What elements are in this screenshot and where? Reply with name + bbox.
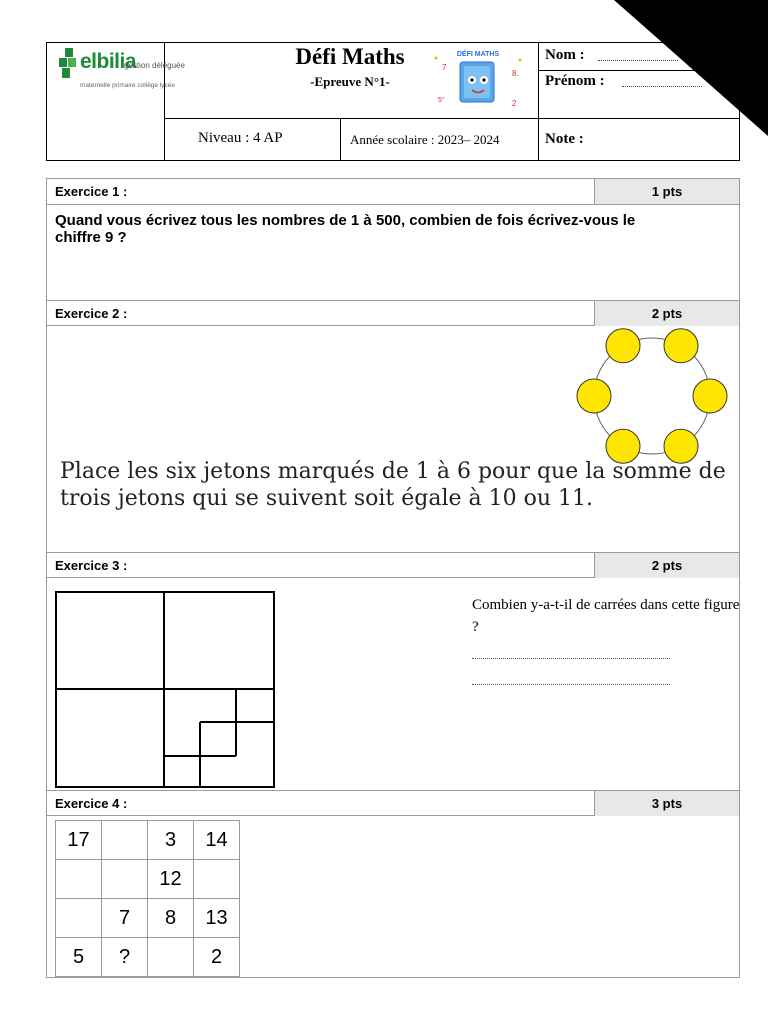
corner-fold	[614, 0, 768, 136]
nom-label: Nom :	[545, 47, 585, 63]
points-badge: 2 pts	[594, 553, 739, 578]
number-grid	[55, 820, 240, 977]
grid-cell	[194, 860, 240, 899]
exercise-1-question: Quand vous écrivez tous les nombres de 1 à 500, combien de fois écrivez-vous le chiffre 9 ?	[55, 212, 636, 246]
svg-text:8.: 8.	[512, 69, 519, 78]
grid-cell	[148, 938, 194, 977]
defi-maths-book-icon	[430, 48, 526, 114]
svg-text:5°: 5°	[438, 97, 445, 104]
grid-row	[56, 899, 240, 938]
token-2	[664, 329, 698, 363]
page-title: Défi Maths	[295, 44, 405, 69]
exercise-label: Exercice 1 :	[55, 184, 128, 199]
prenom-label: Prénom :	[545, 73, 605, 89]
svg-text:7: 7	[442, 63, 447, 72]
grid-cell: 3	[148, 821, 194, 860]
grid-cell	[102, 821, 148, 860]
grid-cell: 7	[102, 899, 148, 938]
points-badge: 1 pts	[594, 179, 739, 204]
header-divider	[164, 42, 165, 161]
grid-row	[56, 938, 240, 977]
token-1	[606, 329, 640, 363]
header-divider	[340, 118, 341, 161]
logo-tagline: gestion déléguée	[124, 61, 185, 70]
token-3	[693, 379, 727, 413]
grid-cell	[102, 860, 148, 899]
tokens-ring-figure	[574, 326, 730, 466]
grid-cell: 2	[194, 938, 240, 977]
exercise-label: Exercice 4 :	[55, 796, 128, 811]
grid-cell: 13	[194, 899, 240, 938]
exercise-label: Exercice 3 :	[55, 558, 128, 573]
grid-row	[56, 860, 240, 899]
svg-text:2: 2	[512, 99, 517, 108]
grid-cell: 8	[148, 899, 194, 938]
grid-row	[56, 821, 240, 860]
exercise-label: Exercice 2 :	[55, 306, 128, 321]
badge-text: DÉFI MATHS	[456, 51, 500, 58]
grid-cell: 14	[194, 821, 240, 860]
answer-line[interactable]	[472, 684, 670, 685]
answer-line[interactable]	[472, 658, 670, 659]
logo-name: elbilia	[80, 50, 137, 73]
exercise-1-header	[47, 179, 739, 205]
exercise-2-question: Place les six jetons marqués de 1 à 6 pour que la somme de trois jetons qui se suivent soit égale à 10 ou 11.	[60, 459, 726, 511]
header-divider	[538, 42, 539, 161]
exercise-2-header	[47, 300, 739, 326]
page-subtitle: -Epreuve N°1-	[310, 74, 390, 89]
tokens-group	[577, 329, 727, 463]
exercise-4-header	[47, 790, 739, 816]
grid-cell	[56, 899, 102, 938]
logo-levels: maternelle primaire collège lycée	[80, 82, 176, 89]
annee-scolaire: Année scolaire : 2023– 2024	[350, 132, 500, 147]
grid-cell: ?	[102, 938, 148, 977]
token-6	[577, 379, 611, 413]
exercise-3-question: Combien y-a-t-il de carrées dans cette figure ?	[472, 597, 740, 635]
points-badge: 2 pts	[594, 301, 739, 326]
note-label: Note :	[545, 131, 584, 147]
grid-cell: 17	[56, 821, 102, 860]
exercise-3-header	[47, 552, 739, 578]
niveau-text: Niveau : 4 AP	[198, 130, 283, 146]
grid-cell: 12	[148, 860, 194, 899]
elbilia-logo-icon	[57, 48, 77, 80]
squares-figure	[54, 590, 278, 790]
grid-cell	[56, 860, 102, 899]
points-badge: 3 pts	[594, 791, 739, 816]
grid-cell: 5	[56, 938, 102, 977]
